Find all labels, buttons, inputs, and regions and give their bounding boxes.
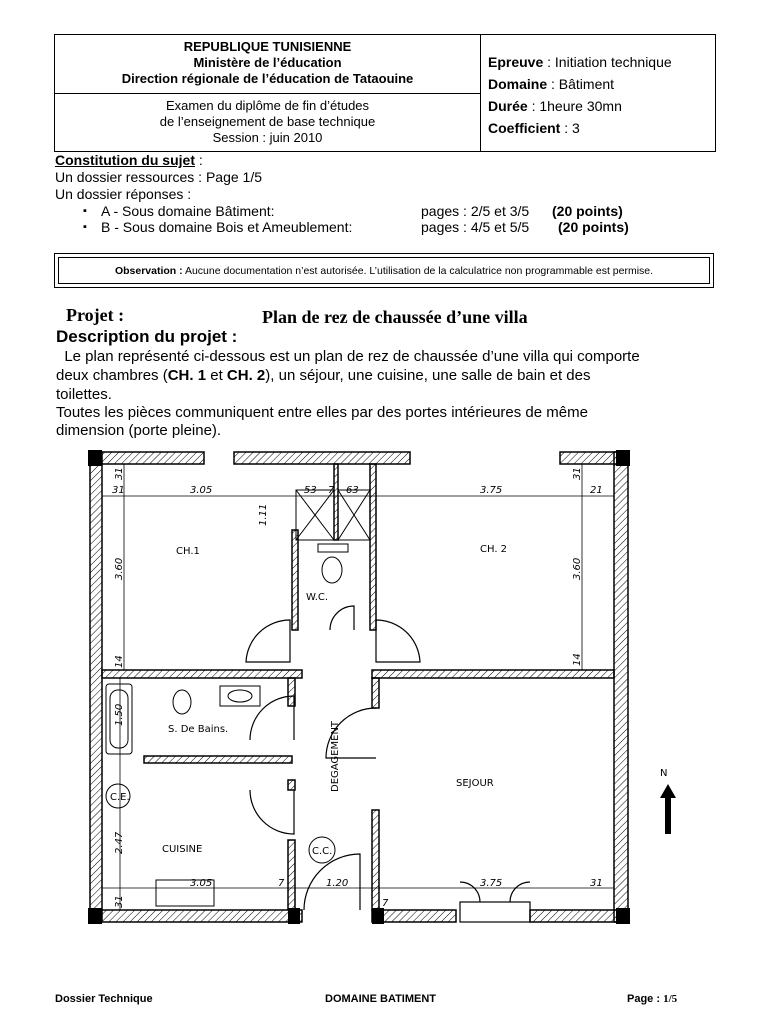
constitution-title-text: Constitution du sujet [55,152,195,168]
dim-v-14a: 14 [114,655,125,668]
dim-bot-305: 3.05 [190,878,213,889]
exam-line2: de l’enseignement de base technique [159,114,376,129]
duree-row [488,98,622,114]
epreuve-label: Epreuve [488,54,544,70]
room-wc: W.C. [306,592,329,603]
direction-label: Direction régionale de l’éducation de Tataouine [121,71,414,86]
coefficient-value: : 3 [560,120,580,136]
constitution-title [55,152,203,168]
description-line1: Le plan représenté ci-dessous est un plan de rez de chaussée d’une villa qui comporte [56,348,640,365]
dim-bot-7a: 7 [278,878,285,889]
constitution-title-suffix: : [194,152,203,168]
wall-top-left [90,452,204,464]
observation-box [54,253,714,288]
session-label: Session : juin 2010 [212,130,323,145]
dim-top-53: 53 [304,485,317,496]
footer-left: Dossier Technique [55,993,153,1005]
footer-center: DOMAINE BATIMENT [325,993,437,1005]
dim-top-ch1: 3.05 [190,485,213,496]
dimension-texts [112,467,603,909]
room-sejour: SEJOUR [456,778,494,789]
ministry-label: Ministère de l’éducation [193,55,342,70]
dim-v-14b: 14 [572,653,583,666]
room-degagement: DEGAGEMENT [330,720,341,792]
wall-left [90,452,102,922]
list-item-a-label: ▪ A - Sous domaine Bâtiment: [101,203,275,219]
description-line2a: deux chambres ( [56,367,168,384]
dim-v-31c: 31 [114,895,125,908]
dim-v-247: 2.47 [114,831,125,854]
dim-v-31b: 31 [572,467,583,480]
column-bl [88,908,102,924]
wc-tank [318,544,348,552]
reponses-line: Un dossier réponses : [55,186,192,202]
description-line3: toilettes. [56,386,112,403]
domaine-row [488,76,614,92]
footer-page-value: 1/5 [663,993,678,1005]
door-sejour-fr-right [510,882,530,902]
wall-sejour-left-bot [372,810,379,910]
epreuve-row [488,54,672,70]
header-divider-vertical [480,35,481,151]
description-ch1: CH. 1 [167,367,207,384]
column-tl [88,450,102,466]
door-wc [330,606,354,630]
wall-ch1-bottom [102,670,302,678]
wall-wc-right [370,464,376,630]
list-item-b-label: ▪ B - Sous domaine Bois et Ameublement: [101,219,352,235]
room-bain: S. De Bains. [168,724,229,735]
description-title: Description du projet : [56,327,238,346]
column-br [616,908,630,924]
projet-label: Projet : [66,305,125,325]
wall-right [614,452,628,922]
projet-title: Plan de rez de chaussée d’une villa [262,307,528,327]
door-ch2 [376,620,420,662]
observation-label: Observation : [114,264,183,277]
room-ch2: CH. 2 [480,544,508,555]
list-item-b-points: (20 points) [558,219,629,235]
dim-bot-120: 1.20 [326,878,349,889]
description-line2c: ), un séjour, une cuisine, une salle de bain et des [265,367,591,384]
ressources-line: Un dossier ressources : Page 1/5 [55,169,262,185]
description-line2 [56,366,590,385]
room-ch1: CH.1 [176,546,200,557]
label-cc: C.C. [312,846,333,857]
dim-top-63: 63 [346,485,359,496]
list-item-b-pages: pages : 4/5 et 5/5 [421,219,530,235]
dim-top-31: 31 [112,485,125,496]
dim-bot-375: 3.75 [480,878,503,889]
description-line4: Toutes les pièces communiquent entre elles par des portes intérieures de même [56,404,588,421]
dim-top-21: 21 [590,485,603,496]
dim-bot-31: 31 [590,878,603,889]
domaine-label: Domaine [488,76,548,92]
dim-v-31a: 31 [114,467,125,480]
label-ce: C.E. [110,792,130,803]
bath-sink [220,686,260,706]
wall-kitchen-right [288,840,295,910]
wall-shaft-divider [334,464,338,540]
dim-top-7: 7 [328,485,335,496]
footer-right [627,993,677,1005]
wall-bottom-right [530,910,628,922]
north-label: N [660,768,668,779]
door-ch1 [246,620,290,662]
epreuve-value: : Initiation technique [543,54,672,70]
north-arrow-shape [660,784,676,834]
dim-bot-7b: 7 [382,898,389,909]
door-sejour-fr-left [460,882,480,902]
wall-bath-bottom [144,756,292,763]
observation-text: Aucune documentation n’est autorisée. L’utilisation de la calculatrice non programmable est permise. [182,264,654,277]
republic-label: REPUBLIQUE TUNISIENNE [183,39,352,54]
description-line5: dimension (porte pleine). [56,422,222,439]
dim-v-111: 1.11 [258,503,269,526]
list-item-a-pages: pages : 2/5 et 3/5 [421,203,530,219]
exam-line1: Examen du diplôme de fin d’études [165,98,370,113]
duree-value: : 1heure 30mn [527,98,622,114]
footer-page-label: Page : [627,993,664,1005]
header-table [54,34,716,152]
description-line2b: et [206,367,227,384]
dim-v-150: 1.50 [114,703,125,726]
wall-bottom-left [90,910,302,922]
floor-plan [60,440,700,960]
header-divider-horizontal [55,93,480,94]
wall-bath-right-bot [288,780,295,790]
north-arrow [660,784,676,834]
dim-v-ch1: 3.60 [114,557,125,580]
duree-label: Durée [488,98,528,114]
column-tr [616,450,630,466]
wall-top-center [234,452,410,464]
coefficient-label: Coefficient [488,120,561,136]
bath-sink-bowl [228,690,252,702]
list-item-a-points: (20 points) [552,203,623,219]
wc-toilet [322,557,342,583]
wall-wc-left [292,530,298,630]
coefficient-row [488,120,580,136]
wall-sejour-left-top [372,678,379,708]
dim-top-ch2: 3.75 [480,485,503,496]
door-kitchen [250,790,294,834]
domaine-value: : Bâtiment [547,76,615,92]
shafts [296,490,370,540]
observation-inner [58,257,710,284]
wall-bottom-mid [372,910,456,922]
description-ch2: CH. 2 [226,367,266,384]
bath-toilet [173,690,191,714]
wall-ch2-bottom [372,670,614,678]
window-sejour-bottom [460,902,530,922]
dim-v-ch2: 3.60 [572,557,583,580]
room-cuisine: CUISINE [162,844,203,855]
